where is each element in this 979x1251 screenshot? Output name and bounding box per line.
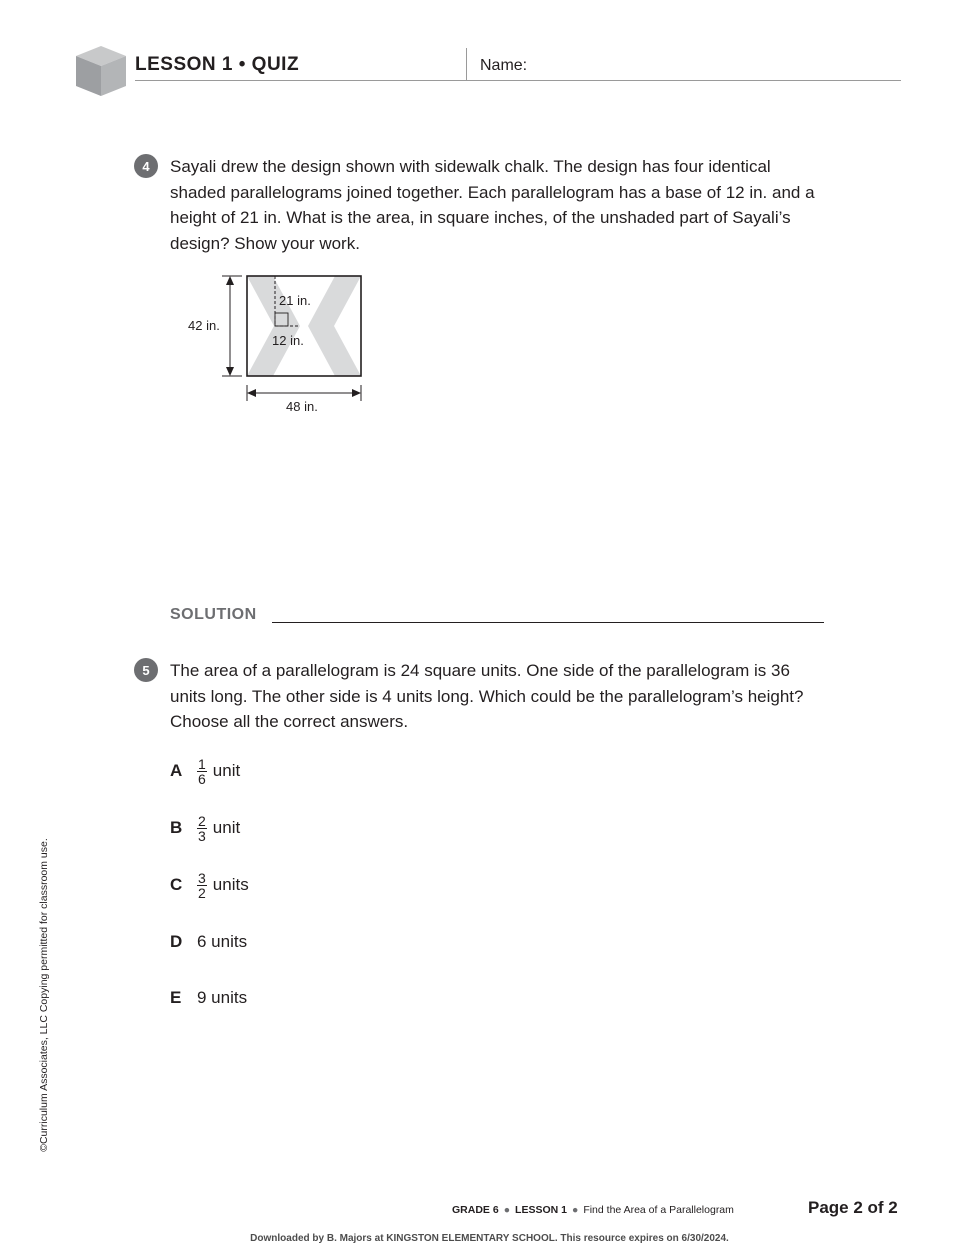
choice-value: 6 units [197,932,248,951]
solution-label: SOLUTION [170,606,257,623]
footer-grade: GRADE 6 [452,1204,499,1216]
name-field-line[interactable] [135,80,901,81]
answer-choice-a[interactable] [170,754,240,788]
parallelogram-height-label: 21 in. [279,293,311,308]
solution-answer-line[interactable] [272,622,824,623]
choice-letter: D [170,932,183,951]
answer-choice-b[interactable] [170,811,240,845]
lesson-title: LESSON 1 • QUIZ [135,54,300,75]
arrow-right-icon [352,389,361,397]
figure-height-label: 42 in. [188,318,220,333]
lesson-cube-icon [74,44,128,98]
question-number-badge: 5 [134,658,158,682]
choice-unit: unit [212,818,241,837]
answer-choice-c[interactable] [170,868,249,902]
download-note: Downloaded by B. Majors at KINGSTON ELEMENTARY SCHOOL. This resource expires on 6/30/2024. [250,1233,729,1244]
fraction: $\frac{2}{3}$ [198,812,206,844]
design-figure [180,266,380,426]
arrow-down-icon [226,367,234,376]
choice-letter: C [170,875,183,894]
choice-letter: A [170,761,183,780]
choice-letter: E [170,988,182,1007]
shaded-parallelogram [308,276,361,326]
page-number: Page 2 of 2 [808,1198,898,1217]
question-number-badge: 4 [134,154,158,178]
question-5-text: The area of a parallelogram is 24 square units. One side of the parallelogram is 36 units long. The other side is 4 units long. Which could be the parallelogram’s height? Choose all the correct answers. [170,661,804,731]
choice-letter: B [170,818,183,837]
arrow-up-icon [226,276,234,285]
shaded-parallelogram [308,326,361,376]
footer-topic: Find the Area of a Parallelogram [583,1204,734,1216]
choice-unit: unit [212,761,241,780]
question-4-text: Sayali drew the design shown with sidewalk chalk. The design has four identical shaded parallelograms joined together. Each parallelogram has a base of 12 in. and a height of 21 in. What is the area, in square inches, of the unshaded part of Sayali’s design? Show your work. [170,157,815,253]
answer-choice-e[interactable] [170,981,247,1015]
footer-lesson: LESSON 1 [515,1204,567,1216]
fraction: $\frac{1}{6}$ [198,755,206,787]
header-divider [466,48,467,81]
name-field-label: Name: [480,57,528,74]
arrow-left-icon [247,389,256,397]
fraction: $\frac{3}{2}$ [198,869,206,901]
side-copyright: ©Curriculum Associates, LLC Copying permitted for classroom use. [38,838,50,1152]
choice-value: 9 units [197,988,248,1007]
answer-choice-d[interactable] [170,925,247,959]
choice-unit: units [212,875,249,894]
footer-info: GRADE 6 ● LESSON 1 ● Find the Area of a Parallelogram [452,1204,734,1216]
parallelogram-base-label: 12 in. [272,333,304,348]
figure-width-label: 48 in. [286,399,318,414]
